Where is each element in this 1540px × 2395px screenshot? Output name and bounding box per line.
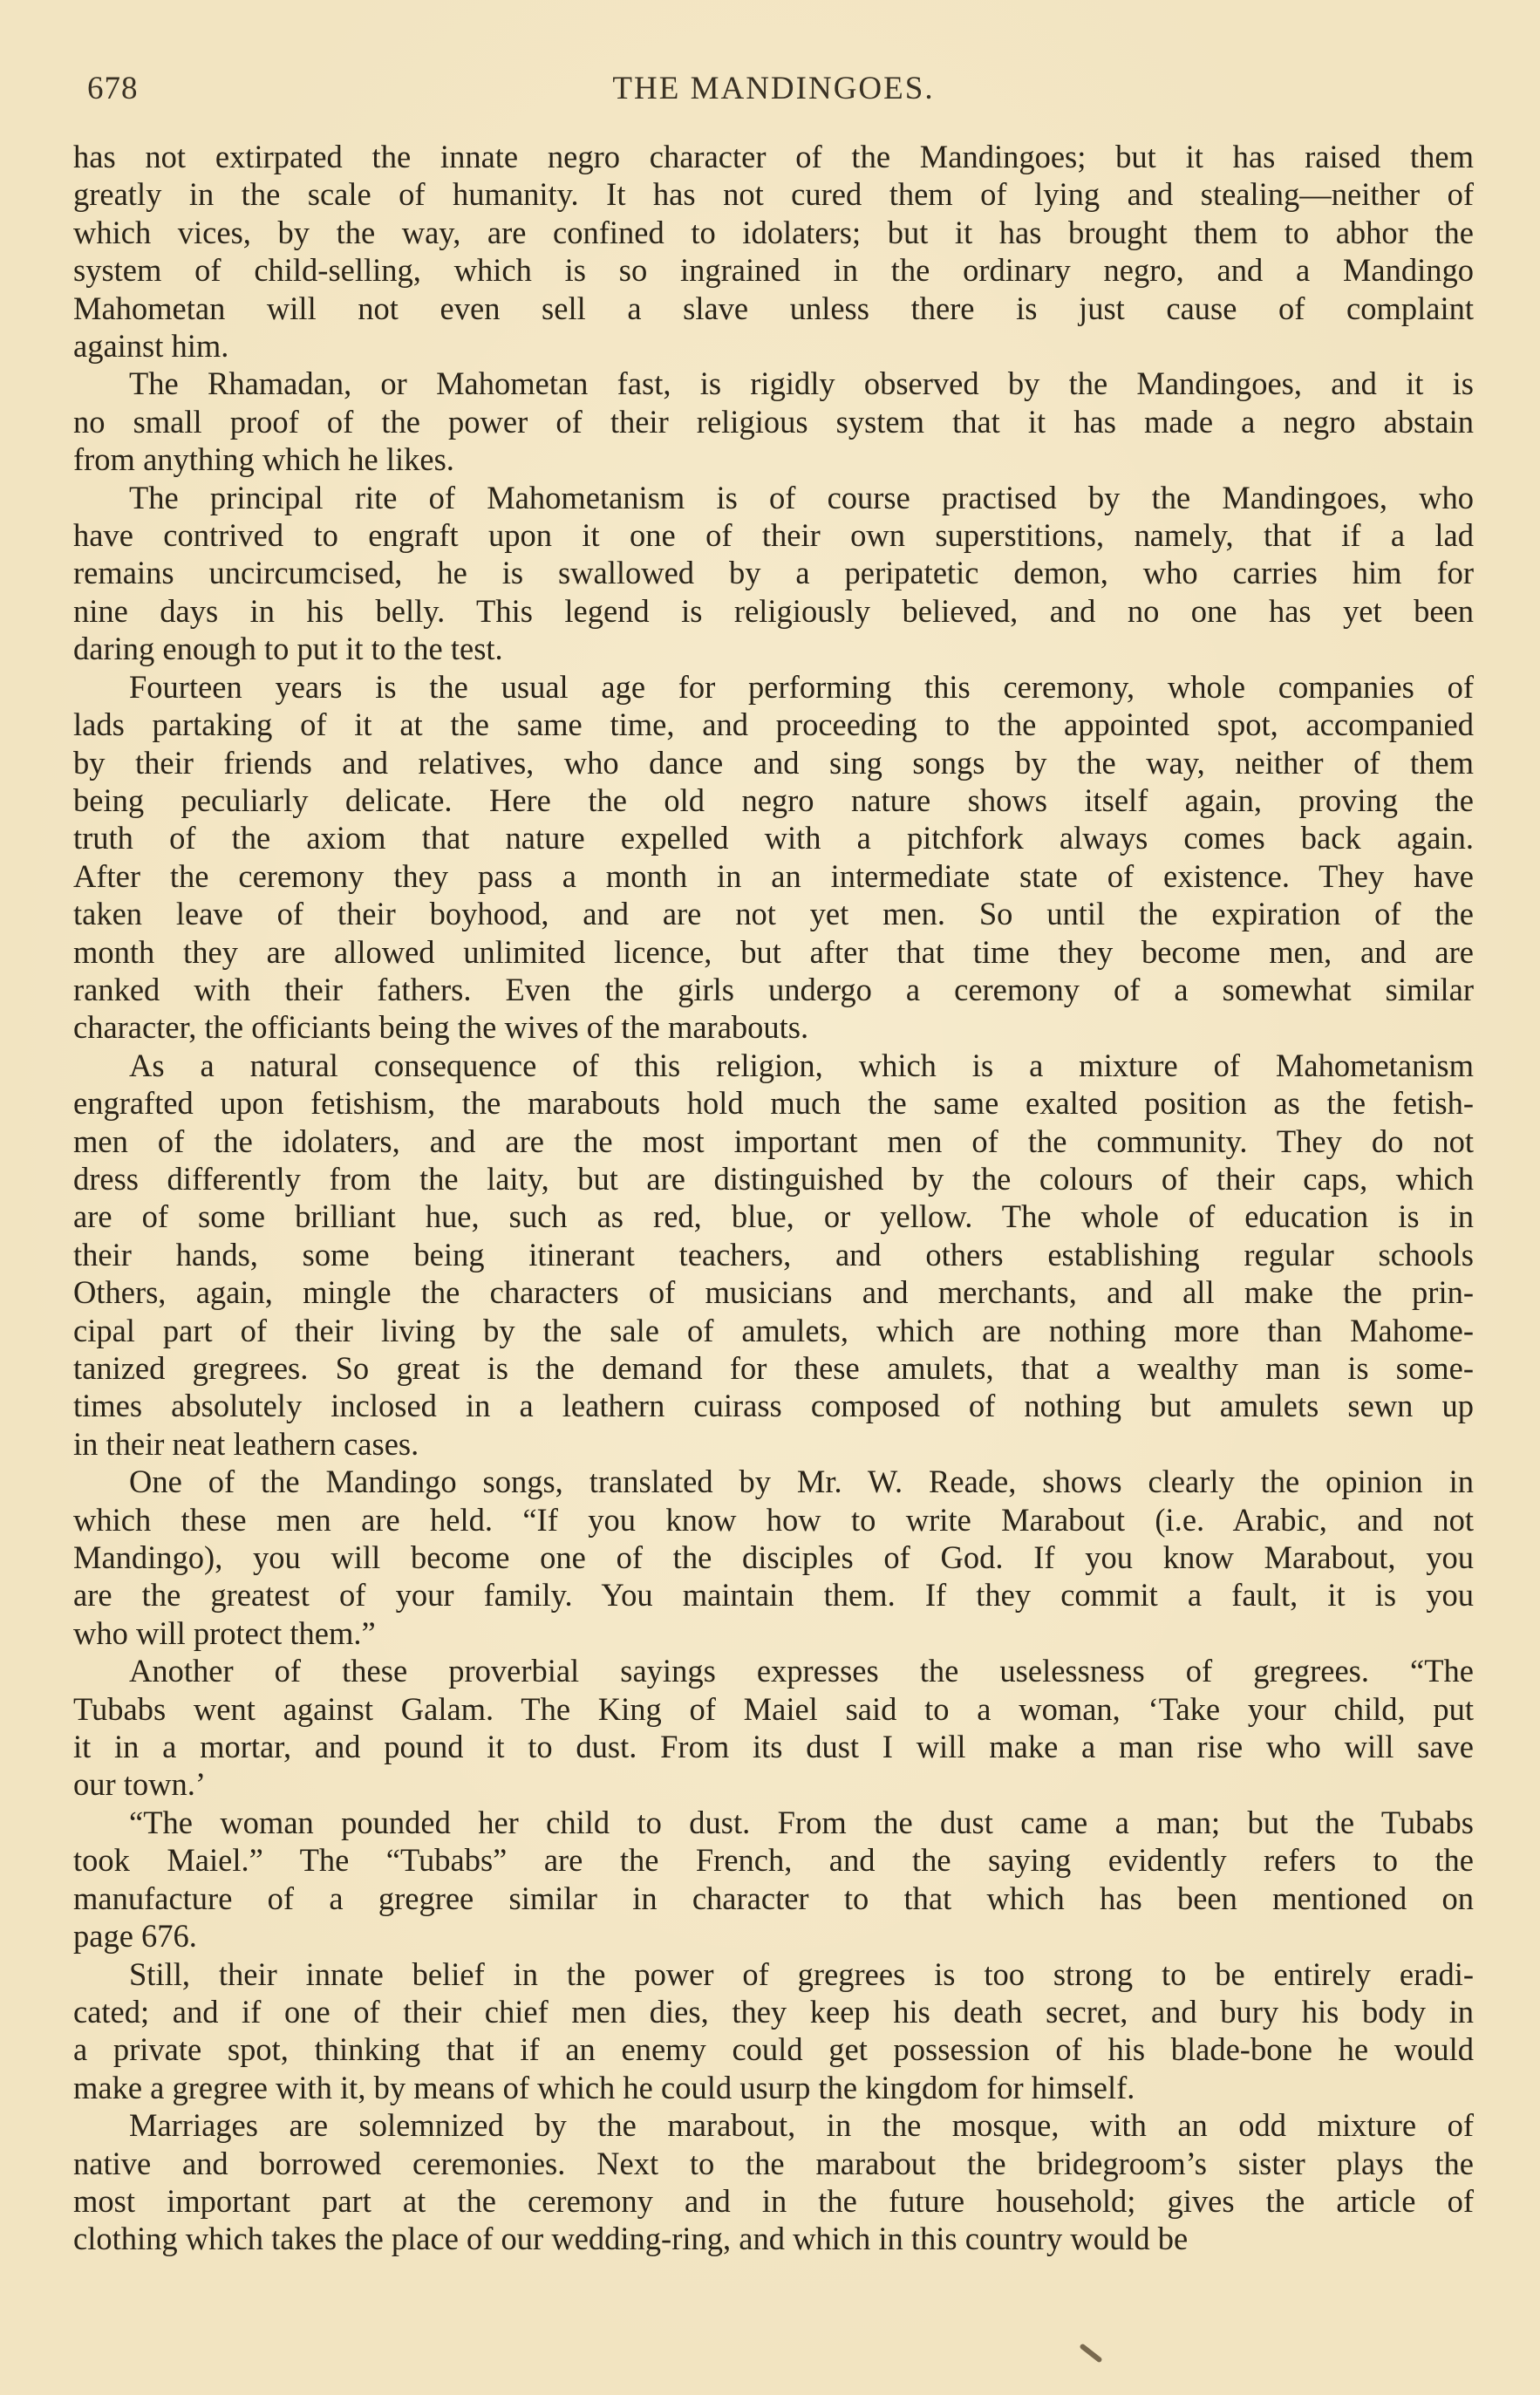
text-line: daring enough to put it to the test.: [73, 631, 503, 667]
text-line: tanized gregrees. So great is the demand for these amulets, that a wealthy man is some-: [73, 1350, 1474, 1386]
text-line: character, the officiants being the wives of the marabouts.: [73, 1009, 809, 1046]
text-line: no small proof of the power of their religious system that it has made a negro abstain: [73, 403, 1474, 440]
text-line: our town.’: [73, 1766, 207, 1803]
text-line: Still, their innate belief in the power of gregrees is too strong to be entirely eradi-: [129, 1955, 1474, 1992]
text-line: their hands, some being itinerant teachers, and others establishing regular schools: [73, 1236, 1474, 1273]
text-line: remains uncircumcised, he is swallowed by a peripatetic demon, who carries him for: [73, 555, 1474, 591]
text-line: ranked with their fathers. Even the girls undergo a ceremony of a somewhat similar: [73, 971, 1474, 1007]
text-line: took Maiel.” The “Tubabs” are the French, and the saying evidently refers to the: [73, 1842, 1474, 1879]
text-line: are the greatest of your family. You maintain them. If they commit a fault, it is you: [73, 1577, 1474, 1614]
text-line: Fourteen years is the usual age for performing this ceremony, whole companies of: [129, 668, 1474, 705]
text-line: system of child-selling, which is so ingrained in the ordinary negro, and a Mandingo: [73, 252, 1474, 289]
text-line: from anything which he likes.: [73, 441, 454, 478]
page-number: 678: [87, 71, 139, 106]
text-line: which vices, by the way, are confined to idolaters; but it has brought them to abhor the: [73, 214, 1474, 250]
paragraph: [73, 668, 1474, 1047]
text-line: greatly in the scale of humanity. It has not cured them of lying and stealing—neither of: [73, 176, 1474, 213]
text-line: lads partaking of it at the same time, and proceeding to the appointed spot, accompanied: [73, 706, 1474, 743]
text-line: The Rhamadan, or Mahometan fast, is rigidly observed by the Mandingoes, and it is: [129, 365, 1474, 402]
text-line: which these men are held. “If you know how to write Marabout (i.e. Arabic, and not: [73, 1501, 1474, 1538]
text-line: most important part at the ceremony and in the future household; gives the article of: [73, 2182, 1474, 2219]
paragraph: [73, 2106, 1474, 2258]
text-line: dress differently from the laity, but are distinguished by the colours of their caps, which: [73, 1160, 1474, 1197]
text-line: One of the Mandingo songs, translated by Mr. W. Reade, shows clearly the opinion in: [129, 1464, 1474, 1500]
text-line: taken leave of their boyhood, and are not yet men. So until the expiration of the: [73, 896, 1474, 932]
text-line: After the ceremony they pass a month in an intermediate state of existence. They have: [73, 857, 1474, 894]
paragraph: [73, 1804, 1474, 1955]
text-line: Tubabs went against Galam. The King of Maiel said to a woman, ‘Take your child, put: [73, 1690, 1474, 1727]
text-line: Others, again, mingle the characters of musicians and merchants, and all make the prin-: [73, 1274, 1474, 1311]
text-line: native and borrowed ceremonies. Next to the marabout the bridegroom’s sister plays the: [73, 2145, 1474, 2181]
text-line: Marriages are solemnized by the marabout, in the mosque, with an odd mixture of: [129, 2107, 1474, 2144]
text-line: make a gregree with it, by means of which he could usurp the kingdom for himself.: [73, 2069, 1135, 2105]
text-line: Another of these proverbial sayings expresses the uselessness of gregrees. “The: [129, 1653, 1474, 1689]
text-line: times absolutely inclosed in a leathern cuirass composed of nothing but amulets sewn up: [73, 1388, 1474, 1424]
paragraph: [73, 1955, 1474, 2107]
text-line: have contrived to engraft upon it one of their own superstitions, namely, that if a lad: [73, 517, 1474, 554]
text-line: “The woman pounded her child to dust. From the dust came a man; but the Tubabs: [129, 1804, 1474, 1840]
paragraph: [73, 365, 1474, 478]
text-line: against him.: [73, 328, 229, 365]
text-line: Mandingo), you will become one of the disciples of God. If you know Marabout, you: [73, 1539, 1474, 1576]
text-line: are of some brilliant hue, such as red, blue, or yellow. The whole of education is in: [73, 1198, 1474, 1235]
text-line: nine days in his belly. This legend is religiously believed, and no one has yet been: [73, 592, 1474, 629]
text-line: it in a mortar, and pound it to dust. From its dust I will make a man rise who will save: [73, 1729, 1474, 1765]
text-line: who will protect them.”: [73, 1614, 376, 1651]
paragraph: [73, 1047, 1474, 1463]
text-line: has not extirpated the innate negro character of the Mandingoes; but it has raised them: [73, 139, 1474, 174]
paragraph: [73, 1463, 1474, 1652]
running-head: [73, 70, 1474, 119]
paragraph: [73, 1652, 1474, 1804]
text-line: page 676.: [73, 1918, 197, 1955]
paragraph: [73, 479, 1474, 668]
text-line: engrafted upon fetishism, the marabouts hold much the same exalted position as the fetish-: [73, 1085, 1474, 1122]
text-line: a private spot, thinking that if an enemy could get possession of his blade-bone he would: [73, 2031, 1474, 2068]
text-line: manufacture of a gregree similar in character to that which has been mentioned on: [73, 1880, 1474, 1916]
paragraph: [73, 138, 1474, 365]
text-line: month they are allowed unlimited licence, but after that time they become men, and are: [73, 933, 1474, 970]
running-title: THE MANDINGOES.: [612, 71, 935, 106]
text-line: by their friends and relatives, who dance and sing songs by the way, neither of them: [73, 744, 1474, 781]
text-line: cated; and if one of their chief men dies, they keep his death secret, and bury his body in: [73, 1993, 1474, 2030]
text-line: As a natural consequence of this religion, which is a mixture of Mahometanism: [129, 1047, 1474, 1083]
ink-mark: [1079, 2343, 1102, 2363]
text-line: Mahometan will not even sell a slave unless there is just cause of complaint: [73, 290, 1474, 326]
text-line: in their neat leathern cases.: [73, 1425, 419, 1462]
body-text: [73, 138, 1474, 2258]
text-line: The principal rite of Mahometanism is of course practised by the Mandingoes, who: [129, 479, 1474, 515]
text-line: being peculiarly delicate. Here the old negro nature shows itself again, proving the: [73, 781, 1474, 818]
text-line: men of the idolaters, and are the most important men of the community. They do not: [73, 1122, 1474, 1159]
text-line: cipal part of their living by the sale of amulets, which are nothing more than Mahome-: [73, 1312, 1474, 1348]
text-line: clothing which takes the place of our wedding-ring, and which in this country would be: [73, 2221, 1189, 2257]
text-line: truth of the axiom that nature expelled with a pitchfork always comes back again.: [73, 820, 1474, 856]
